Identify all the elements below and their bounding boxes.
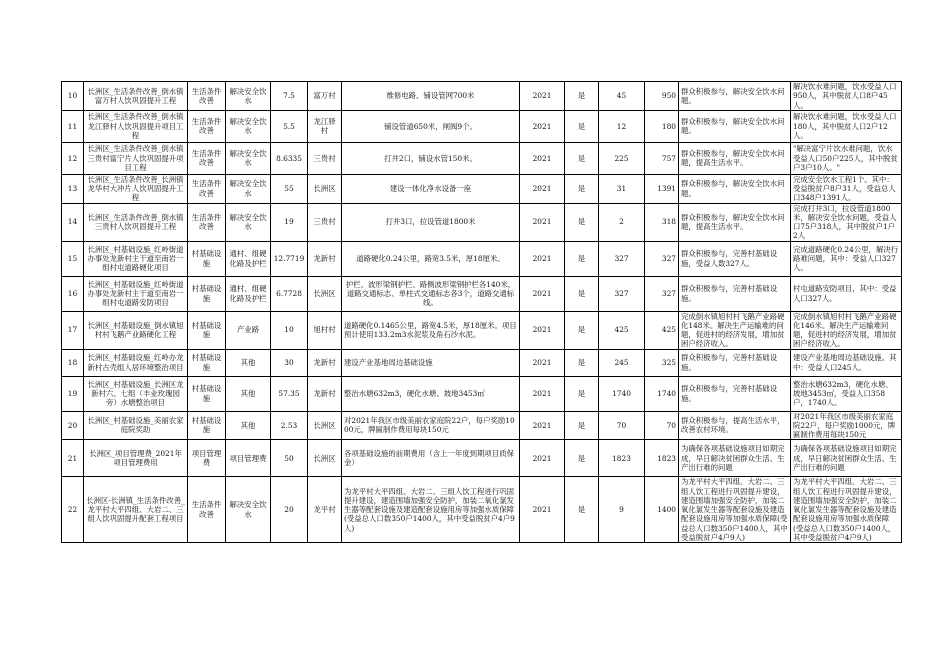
village-cell: 旭村村 — [308, 311, 342, 349]
poverty-flag-cell: 是 — [565, 276, 599, 311]
project-name-cell: 长洲区_村基础设施_美丽农家庭院奖助 — [84, 411, 188, 440]
table-row — [62, 311, 902, 349]
benefit-mechanism-cell: 群众积极参与，完善村基础设施。 — [679, 376, 791, 411]
project-type-cell: 生活条件改善 — [188, 477, 226, 543]
poverty-flag-cell: 是 — [565, 349, 599, 376]
benefit-mechanism-cell: 群众积极参与，提高生活水平，改善农村环境。 — [679, 411, 791, 440]
project-name-cell: 长洲区_村基础设施_红岭街道办事处龙新村主干道至南岩一组村屯道路安防项目 — [84, 276, 188, 311]
benefit-mechanism-cell: 群众积极参与，解决安全饮水问题。 — [679, 110, 791, 142]
village-cell: 长洲区 — [308, 174, 342, 203]
project-type-cell: 村基础设施 — [188, 349, 226, 376]
construction-content-cell: 护栏、波形梁钢护栏、路侧波形梁钢护栏各140米，道路交通标志、单柱式交通标志各3个，道路交通标线。 — [342, 276, 520, 311]
performance-target-cell: 建设产业基地周边基础设施。其中：受益人口245人。 — [791, 349, 902, 376]
beneficiary-people-cell: 70 — [645, 411, 679, 440]
performance-target-cell: 整治水塘632m3，硬化水塘、坡地3453㎡，受益人口358户，1740人。 — [791, 376, 902, 411]
table-row — [62, 440, 902, 477]
benefit-mechanism-cell: 群众积极参与，解决安全饮水问题，提高生活水平。 — [679, 142, 791, 174]
funds-amount-cell: 50 — [271, 440, 308, 477]
table-row — [62, 477, 902, 543]
project-subtype-cell: 其他 — [226, 411, 271, 440]
funds-amount-cell: 8.6335 — [271, 142, 308, 174]
beneficiary-people-cell: 425 — [645, 311, 679, 349]
funds-amount-cell: 12.7719 — [271, 241, 308, 276]
project-subtype-cell: 解决安全饮水 — [226, 142, 271, 174]
funds-amount-cell: 19 — [271, 203, 308, 241]
funds-amount-cell: 57.35 — [271, 376, 308, 411]
row-number-cell: 13 — [62, 174, 84, 203]
construction-content-cell: 道路硬化0.1465公里，路宽4.5米，厚18厘米。项目预计使用133.2m3水泥浆及角石沙水泥。 — [342, 311, 520, 349]
poverty-flag-cell: 是 — [565, 142, 599, 174]
year-cell: 2021 — [520, 110, 565, 142]
project-name-cell: 长洲区_项目管理费_2021年项目管理费用 — [84, 440, 188, 477]
funds-amount-cell: 7.5 — [271, 82, 308, 111]
project-subtype-cell: 解决安全饮水 — [226, 477, 271, 543]
construction-content-cell: 打井2口，铺设水管150米。 — [342, 142, 520, 174]
row-number-cell: 21 — [62, 440, 84, 477]
poverty-flag-cell: 是 — [565, 376, 599, 411]
benefit-mechanism-cell: 为确保各项基础设施项目如期完成，早日解决贫困群众生活、生产出行难的问题 — [679, 440, 791, 477]
year-cell: 2021 — [520, 82, 565, 111]
year-cell: 2021 — [520, 376, 565, 411]
table-row — [62, 82, 902, 111]
performance-target-cell: 解决饮水难问题，饮水受益人口950人，其中脱贫人口8户45人。 — [791, 82, 902, 111]
table-row — [62, 241, 902, 276]
project-type-cell: 生活条件改善 — [188, 142, 226, 174]
project-type-cell: 村基础设施 — [188, 241, 226, 276]
poverty-flag-cell: 是 — [565, 311, 599, 349]
poverty-flag-cell: 是 — [565, 82, 599, 111]
row-number-cell: 19 — [62, 376, 84, 411]
performance-target-cell: 对2021年我区市级美丽农家庭院22户，每户奖励1000元，牌匾制作费用每块150元 — [791, 411, 902, 440]
construction-content-cell: 为龙平村大平四组、大岩二、三组人饮工程进行巩固提升建设，建造围墙加强安全防护，加装二氧化氯发生器等配套设施及建造配套设施用房等加强水质保障(受益总人口数350户1400人，其中受益脱贫户4户9人) — [342, 477, 520, 543]
year-cell: 2021 — [520, 203, 565, 241]
row-number-cell: 22 — [62, 477, 84, 543]
benefit-mechanism-cell: 群众积极参与，解决安全饮水问题，提高生活水平。 — [679, 203, 791, 241]
poverty-flag-cell: 是 — [565, 174, 599, 203]
project-name-cell: 长洲区_村基础设施_倒水镇旭村村飞鹅产业路硬化工程 — [84, 311, 188, 349]
village-cell: 龙平村 — [308, 477, 342, 543]
row-number-cell: 18 — [62, 349, 84, 376]
funds-amount-cell: 10 — [271, 311, 308, 349]
project-type-cell: 项目管理费 — [188, 440, 226, 477]
benefit-mechanism-cell: 为龙平村大平四组、大岩二、三组人饮工程进行巩固提升建设，建造围墙加强安全防护，加装二氧化氯发生器等配套设施及建造配套设施用房等加强水质保障(受益总人口数350户1400人，其中受益脱贫户4户9人) — [679, 477, 791, 543]
poverty-flag-cell: 是 — [565, 203, 599, 241]
performance-target-cell: 为龙平村大平四组、大岩二、三组人饮工程进行巩固提升建设，建造围墙加强安全防护，加装二氧化氯发生器等配套设施及建造配套设施用房等加强水质保障(受益总人口数350户1400人，其中受益脱贫户4户9人) — [791, 477, 902, 543]
year-cell: 2021 — [520, 241, 565, 276]
beneficiary-people-cell: 318 — [645, 203, 679, 241]
construction-content-cell: 对2021年我区市级美丽农家庭院22户，每户奖励1000元，牌匾制作费用每块150元 — [342, 411, 520, 440]
benefit-mechanism-cell: 群众积极参与，完善村基础设施，受益人数327人。 — [679, 241, 791, 276]
performance-target-cell: 完成打井3口，拉设管道1800米，解决安全饮水问题，受益人口75户318人，其中脱贫户1户2人 — [791, 203, 902, 241]
beneficiary-people-cell: 325 — [645, 349, 679, 376]
project-name-cell: 长洲区_生活条件改善_倒水镇龙江驿村人饮巩固提升项目工程 — [84, 110, 188, 142]
project-type-cell: 生活条件改善 — [188, 82, 226, 111]
table-row — [62, 203, 902, 241]
beneficiary-people-cell: 757 — [645, 142, 679, 174]
table-row — [62, 349, 902, 376]
village-cell: 长洲区 — [308, 440, 342, 477]
performance-target-cell: "解决富宁片饮水难问题，饮水受益人口50户225人，其中脱贫户3户10人。" — [791, 142, 902, 174]
row-number-cell: 15 — [62, 241, 84, 276]
construction-content-cell: 维修电路、铺设管网700米 — [342, 82, 520, 111]
construction-content-cell: 整治水塘632m3，硬化水塘、坡地3453㎡ — [342, 376, 520, 411]
benefit-mechanism-cell: 群众积极参与，完善村基础设施。 — [679, 349, 791, 376]
table-row — [62, 174, 902, 203]
project-name-cell: 长洲区_村基础设施_红岭街道办事处龙新村主干道至南岩一组村屯道路硬化项目 — [84, 241, 188, 276]
performance-target-cell: 完成倒水镇旭村村飞鹅产业路硬化146米。解决生产运输难问题，促进村的经济发展，增加贫困户经济收入。 — [791, 311, 902, 349]
table-row — [62, 276, 902, 311]
project-subtype-cell: 解决安全饮水 — [226, 82, 271, 111]
beneficiary-households-cell: 1740 — [599, 376, 645, 411]
year-cell: 2021 — [520, 349, 565, 376]
project-subtype-cell: 通村、组硬化路及护栏 — [226, 241, 271, 276]
project-type-cell: 生活条件改善 — [188, 110, 226, 142]
construction-content-cell: 打井3口，拉设管道1800米 — [342, 203, 520, 241]
project-name-cell: 长洲区_生活条件改善_长洲镇龙华村大冲片人饮巩固提升工程 — [84, 174, 188, 203]
project-name-cell: 长洲区_生活条件改善_倒水镇三贵村富宁片人饮巩固提升项目工程 — [84, 142, 188, 174]
village-cell: 长洲区 — [308, 411, 342, 440]
project-subtype-cell: 项目管理费 — [226, 440, 271, 477]
poverty-flag-cell: 是 — [565, 110, 599, 142]
row-number-cell: 11 — [62, 110, 84, 142]
construction-content-cell: 道路硬化0.24公里，路宽3.5米，厚18厘米。 — [342, 241, 520, 276]
project-subtype-cell: 解决安全饮水 — [226, 110, 271, 142]
poverty-flag-cell: 是 — [565, 241, 599, 276]
performance-target-cell: 完成道路硬化0.24公里，解决行路难问题，其中：受益人口327人。 — [791, 241, 902, 276]
beneficiary-households-cell: 2 — [599, 203, 645, 241]
project-subtype-cell: 解决安全饮水 — [226, 174, 271, 203]
benefit-mechanism-cell: 群众积极参与，解决安全饮水问题。 — [679, 174, 791, 203]
row-number-cell: 17 — [62, 311, 84, 349]
beneficiary-households-cell: 9 — [599, 477, 645, 543]
beneficiary-households-cell: 327 — [599, 241, 645, 276]
benefit-mechanism-cell: 群众积极参与，完善村基础设施。 — [679, 276, 791, 311]
benefit-mechanism-cell: 完成倒水镇旭村村飞鹅产业路硬化148米。解决生产运输难的问题，促进村的经济发展，增加贫困户经济收入。 — [679, 311, 791, 349]
poverty-flag-cell: 是 — [565, 477, 599, 543]
beneficiary-households-cell: 31 — [599, 174, 645, 203]
performance-target-cell: 村屯道路安防项目，其中：受益人口327人。 — [791, 276, 902, 311]
beneficiary-people-cell: 950 — [645, 82, 679, 111]
village-cell: 富万村 — [308, 82, 342, 111]
poverty-flag-cell: 是 — [565, 411, 599, 440]
performance-target-cell: 为确保各项基础设施项目如期完成，早日解决贫困群众生活、生产出行难的问题 — [791, 440, 902, 477]
row-number-cell: 10 — [62, 82, 84, 111]
row-number-cell: 20 — [62, 411, 84, 440]
construction-content-cell: 建设一体化净水设备一座 — [342, 174, 520, 203]
funds-amount-cell: 2.53 — [271, 411, 308, 440]
beneficiary-people-cell: 1400 — [645, 477, 679, 543]
village-cell: 三贵村 — [308, 142, 342, 174]
beneficiary-people-cell: 1823 — [645, 440, 679, 477]
project-subtype-cell: 其他 — [226, 349, 271, 376]
row-number-cell: 14 — [62, 203, 84, 241]
project-name-cell: 长洲区-长洲镇_生活条件改善_龙平村大平四组、大岩二、三组人饮巩固提升配套工程项目 — [84, 477, 188, 543]
village-cell: 三贵村 — [308, 203, 342, 241]
project-table — [61, 81, 902, 543]
benefit-mechanism-cell: 群众积极参与，解决安全饮水问题。 — [679, 82, 791, 111]
table-row — [62, 411, 902, 440]
year-cell: 2021 — [520, 477, 565, 543]
funds-amount-cell: 5.5 — [271, 110, 308, 142]
project-type-cell: 村基础设施 — [188, 411, 226, 440]
table-row — [62, 376, 902, 411]
beneficiary-households-cell: 45 — [599, 82, 645, 111]
project-subtype-cell: 其他 — [226, 376, 271, 411]
project-type-cell: 村基础设施 — [188, 311, 226, 349]
beneficiary-households-cell: 12 — [599, 110, 645, 142]
beneficiary-households-cell: 425 — [599, 311, 645, 349]
year-cell: 2021 — [520, 142, 565, 174]
funds-amount-cell: 20 — [271, 477, 308, 543]
performance-target-cell: 完成安全饮水工程1个。其中：受益脱贫户8户31人，受益总人口348户1391人。 — [791, 174, 902, 203]
beneficiary-households-cell: 327 — [599, 276, 645, 311]
village-cell: 龙新村 — [308, 349, 342, 376]
table-row — [62, 142, 902, 174]
table-body — [62, 82, 902, 543]
beneficiary-households-cell: 1823 — [599, 440, 645, 477]
beneficiary-people-cell: 1740 — [645, 376, 679, 411]
year-cell: 2021 — [520, 174, 565, 203]
project-name-cell: 长洲区_生活条件改善_倒水镇富万村人饮巩固提升工程 — [84, 82, 188, 111]
year-cell: 2021 — [520, 276, 565, 311]
funds-amount-cell: 6.7728 — [271, 276, 308, 311]
funds-amount-cell: 55 — [271, 174, 308, 203]
project-subtype-cell: 通村、组硬化路及护栏 — [226, 276, 271, 311]
poverty-flag-cell: 是 — [565, 440, 599, 477]
project-name-cell: 长洲区_生活条件改善_倒水镇三贵村人饮巩固提升工程 — [84, 203, 188, 241]
project-name-cell: 长洲区_村基础设施_长洲区龙新村六、七组（丰业玫瑰园旁）水塘整治项目 — [84, 376, 188, 411]
row-number-cell: 16 — [62, 276, 84, 311]
project-subtype-cell: 解决安全饮水 — [226, 203, 271, 241]
village-cell: 长洲区 — [308, 276, 342, 311]
village-cell: 龙新村 — [308, 241, 342, 276]
construction-content-cell: 铺设管道650米，闸阀9个。 — [342, 110, 520, 142]
row-number-cell: 12 — [62, 142, 84, 174]
project-type-cell: 生活条件改善 — [188, 174, 226, 203]
project-name-cell: 长洲区_村基础设施_红岭办龙新村古壳组人居环境整治项目 — [84, 349, 188, 376]
year-cell: 2021 — [520, 411, 565, 440]
beneficiary-people-cell: 327 — [645, 276, 679, 311]
beneficiary-people-cell: 1391 — [645, 174, 679, 203]
year-cell: 2021 — [520, 311, 565, 349]
table-row — [62, 110, 902, 142]
project-type-cell: 村基础设施 — [188, 376, 226, 411]
beneficiary-people-cell: 180 — [645, 110, 679, 142]
village-cell: 龙江驿村 — [308, 110, 342, 142]
village-cell: 龙新村 — [308, 376, 342, 411]
performance-target-cell: 解决饮水难问题，饮水受益人口180人，其中脱贫人口2户12人。 — [791, 110, 902, 142]
construction-content-cell: 建设产业基地周边基础设施 — [342, 349, 520, 376]
project-type-cell: 村基础设施 — [188, 276, 226, 311]
beneficiary-households-cell: 70 — [599, 411, 645, 440]
project-subtype-cell: 产业路 — [226, 311, 271, 349]
year-cell: 2021 — [520, 440, 565, 477]
project-type-cell: 生活条件改善 — [188, 203, 226, 241]
construction-content-cell: 各项基础设施的前期费用（含上一年度到期项目质保金） — [342, 440, 520, 477]
beneficiary-people-cell: 327 — [645, 241, 679, 276]
funds-amount-cell: 30 — [271, 349, 308, 376]
beneficiary-households-cell: 225 — [599, 142, 645, 174]
beneficiary-households-cell: 245 — [599, 349, 645, 376]
